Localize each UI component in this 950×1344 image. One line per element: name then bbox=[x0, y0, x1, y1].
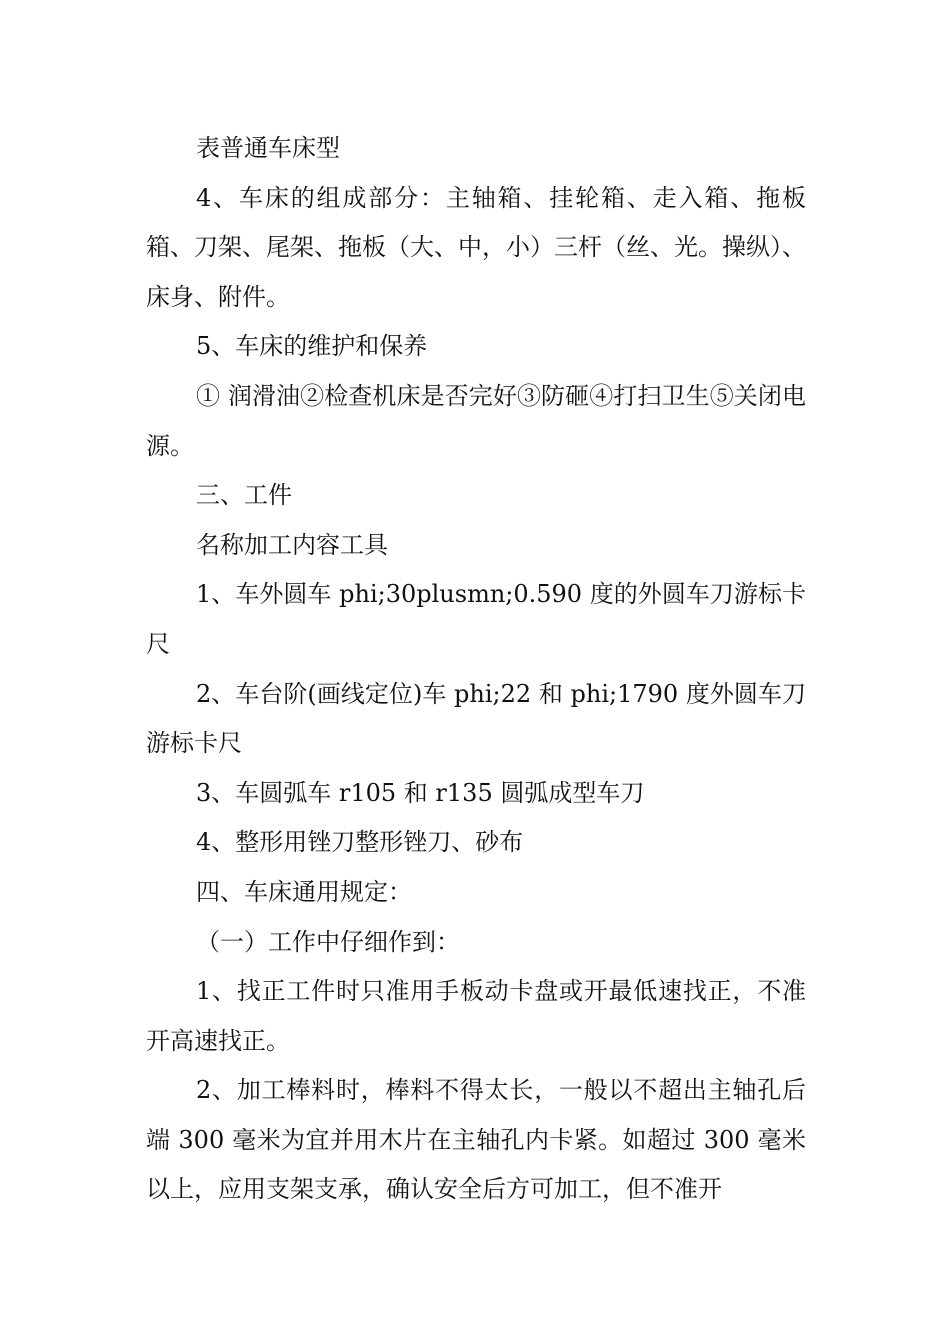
section-heading-general-rules: 四、车床通用规定： bbox=[196, 877, 412, 906]
document-body bbox=[146, 124, 806, 1215]
paragraph-maintenance-heading: 5、车床的维护和保养 bbox=[196, 332, 428, 361]
paragraph-workpiece-item-4: 4、整形用锉刀整形锉刀、砂布 bbox=[196, 828, 524, 857]
paragraph-rule-1: 1、找正工件时只准用手板动卡盘或开最低速找正，不准开高速找正。 bbox=[146, 977, 806, 1055]
paragraph-rule-2: 2、加工棒料时，棒料不得太长，一般以不超出主轴孔后端 300 毫米为宜并用木片在主轴孔内卡紧。如超过 300 毫米以上，应用支架支承，确认安全后方可加工，但不准开 bbox=[146, 1076, 806, 1204]
paragraph-workpiece-item-1: 1、车外圆车 phi;30plusmn;0.590 度的外圆车刀游标卡尺 bbox=[146, 580, 806, 658]
paragraph-maintenance-steps: ① 润滑油②检查机床是否完好③防砸④打扫卫生⑤关闭电源。 bbox=[146, 381, 806, 460]
paragraph-workpiece-item-3: 3、车圆弧车 r105 和 r135 圆弧成型车刀 bbox=[196, 778, 645, 807]
section-heading-workpiece: 三、工件 bbox=[196, 481, 292, 510]
paragraph-lathe-model-heading: 表普通车床型 bbox=[196, 134, 340, 162]
paragraph-lathe-components: 4、车床的组成部分：主轴箱、挂轮箱、走入箱、拖板箱、刀架、尾架、拖板（大、中，小）三杆（丝、光。操纵）、床身、附件。 bbox=[146, 183, 806, 311]
subsection-heading-work-care: （一）工作中仔细作到： bbox=[196, 927, 460, 956]
paragraph-workpiece-item-2: 2、车台阶(画线定位)车 phi;22 和 phi;1790 度外圆车刀游标卡尺 bbox=[146, 679, 806, 758]
paragraph-workpiece-columns: 名称加工内容工具 bbox=[196, 530, 388, 559]
